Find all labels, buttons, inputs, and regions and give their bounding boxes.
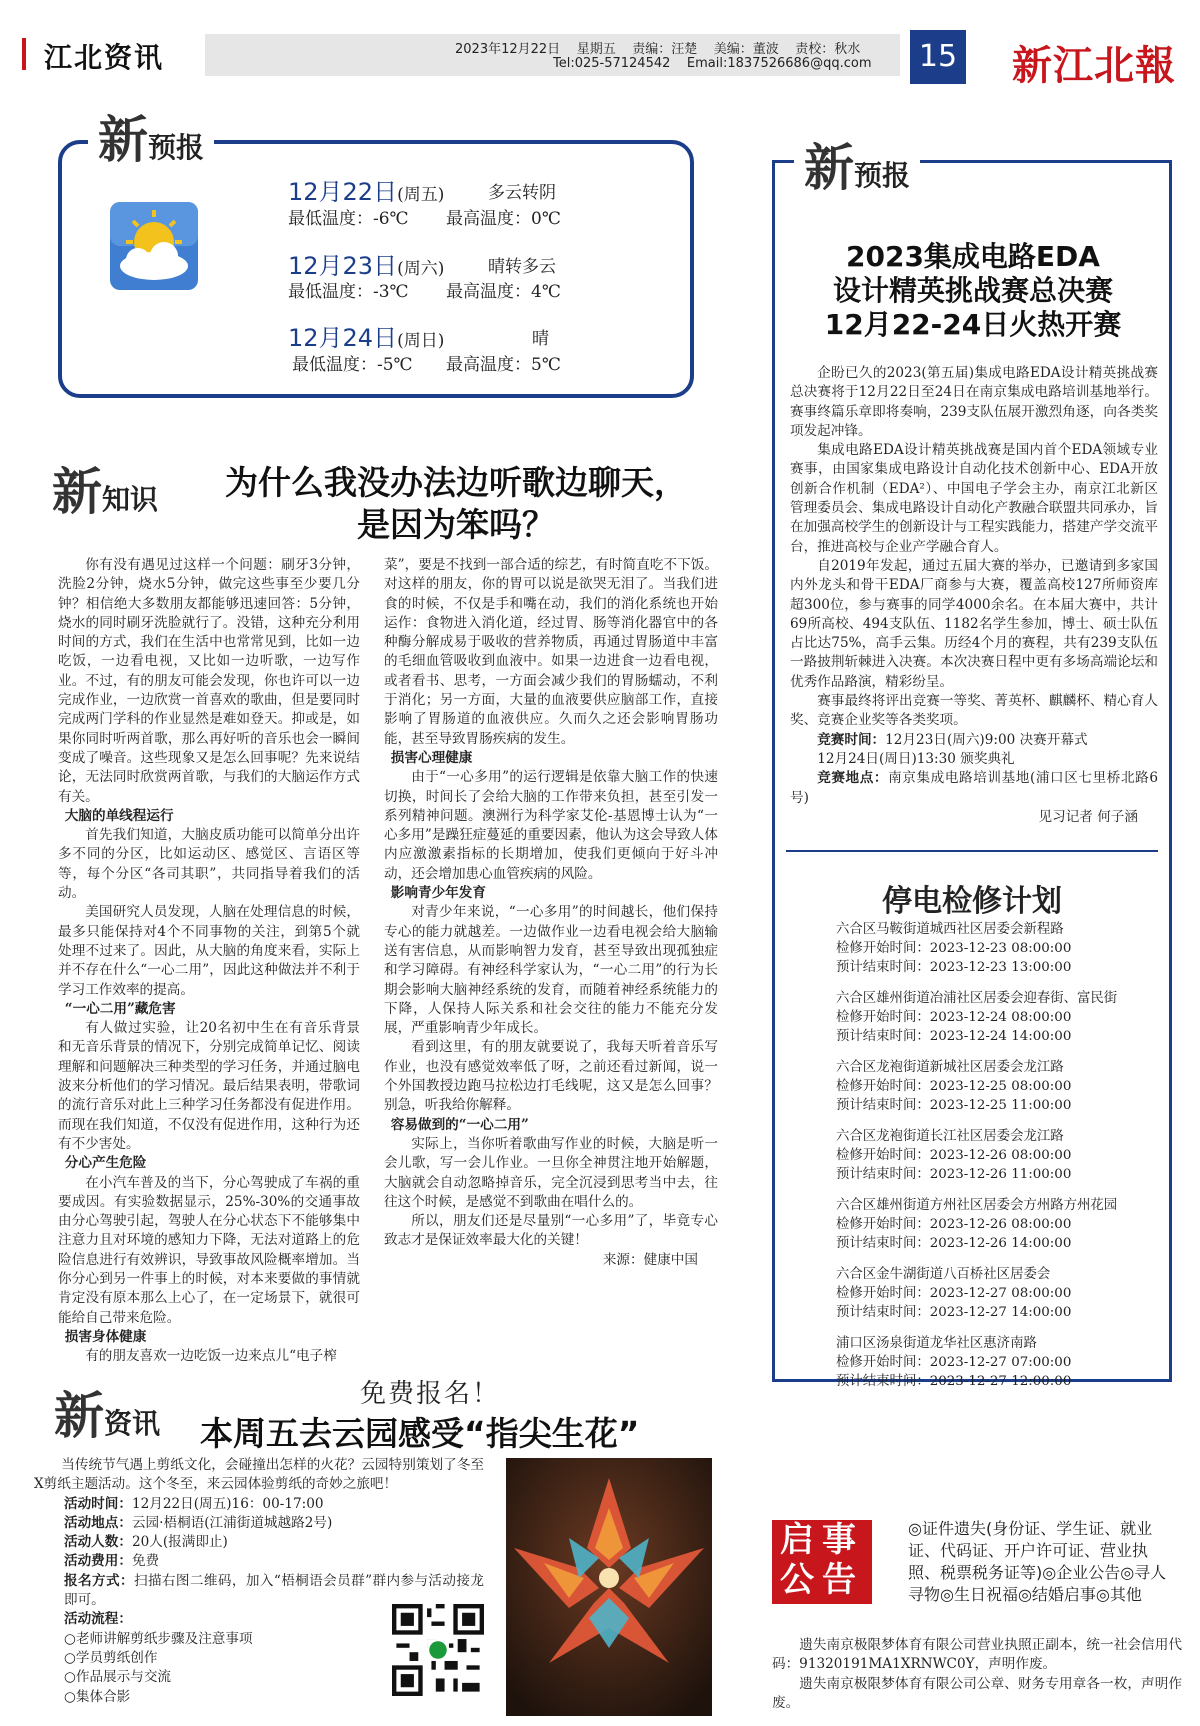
- article-paragraph: 看到这里，有的朋友就要说了，我每天听着音乐写作业，也没有感觉效率低了呀，之前还看过新闻，说一个外国教授边跑马拉松边打毛线呢，这又是怎么回事？别急，听我给你解释。: [384, 1039, 718, 1114]
- event-detail-label: 活动人数：: [64, 1534, 132, 1551]
- event-flow-step: ○学员剪纸创作: [64, 1649, 158, 1666]
- outage-end: 预计结束时间：2023-12-24 14:00:00: [836, 1029, 1072, 1044]
- article-column-1: [58, 556, 360, 1366]
- eda-time-1: 12月23日(周六)9:00 决赛开幕式: [885, 731, 1088, 748]
- weather-low: 最低温度：-3℃: [288, 282, 409, 302]
- event-flow-step: ○老师讲解剪纸步骤及注意事项: [64, 1630, 253, 1647]
- eda-section-tag: [794, 128, 920, 200]
- event-detail-label: 活动费用：: [64, 1553, 132, 1570]
- power-outage-title: 停电检修计划: [882, 884, 1062, 919]
- power-outage-item: [836, 920, 1156, 977]
- article-subheading: 大脑的单线程运行: [64, 807, 174, 824]
- weather-weekday: (周五): [397, 185, 445, 205]
- eda-headline: [800, 240, 1146, 342]
- eda-title-line-2: 设计精英挑战赛总决赛: [832, 274, 1113, 307]
- outage-location: 六合区马鞍街道城西社区居委会新程路: [836, 922, 1064, 937]
- outage-end: 预计结束时间：2023-12-26 14:00:00: [836, 1236, 1072, 1251]
- article-paragraph: 实际上，当你听着歌曲写作业的时候，大脑是听一会儿歌，写一会儿作业。一旦你全神贯注地开始解题，大脑就会自动忽略掉音乐，完全沉浸到思考当中去，往往这个时候，是感觉不到歌曲在唱什么的。: [384, 1135, 718, 1210]
- article-subheading: 影响青少年发育: [390, 885, 486, 902]
- page-number: 15: [910, 30, 966, 84]
- weather-date: 12月22日: [288, 178, 398, 206]
- power-outage-item: [836, 1196, 1156, 1253]
- tag-label: 预报: [854, 159, 911, 192]
- article-paragraph: 首先我们知道，大脑皮质功能可以简单分出许多不同的分区，比如运动区、感觉区、言语区等等，每个分区“各司其职”，共同指导着我们的活动。: [58, 827, 360, 902]
- event-detail-value: 云园·梧桐语(江浦街道城越路2号): [131, 1514, 333, 1531]
- event-detail-row: [64, 1533, 384, 1552]
- outage-end: 预计结束时间：2023-12-23 13:00:00: [836, 960, 1072, 975]
- weather-high: 最高温度：4℃: [446, 282, 561, 302]
- outage-end: 预计结束时间：2023-12-27 14:00:00: [836, 1305, 1072, 1320]
- eda-time-label: 竞赛时间：: [817, 731, 886, 748]
- weather-section-tag: [88, 100, 214, 172]
- tag-glyph: 新: [804, 138, 854, 197]
- weather-low: 最低温度：-5℃: [292, 355, 413, 375]
- eda-time-2: 12月24日(周日)13:30 颁奖典礼: [817, 750, 1015, 767]
- paper-cutting-photo: [506, 1458, 712, 1716]
- weather-high: 最高温度：0℃: [446, 209, 561, 229]
- notice-categories: ◎证件遗失(身份证、学生证、就业证、代码证、开户许可证、营业执照、税票税务证等)◎企业公告◎寻人寻物◎生日祝福◎结婚启事◎其他: [908, 1519, 1167, 1604]
- article-subheading: 损害身体健康: [64, 1328, 147, 1345]
- eda-paragraph: 自2019年发起，通过五届大赛的举办，已邀请到多家国内外龙头和骨干EDA厂商参与大赛，覆盖高校127所师资库超300位，参与赛事的同学4000余名。在本届大赛中，共计69所高校、494支队伍、1182名学生参加，博士、硕士队伍占比达75%，高手云集。历经4个月的赛程，共有239支队伍一路披荆斩棘进入决赛。本次决赛日程中更有多场高端论坛和优秀作品路演，精彩纷呈。: [790, 557, 1158, 690]
- tag-label: 预报: [148, 131, 205, 164]
- eda-paragraph: 集成电路EDA设计精英挑战赛是国内首个EDA领域专业赛事，由国家集成电路设计自动化技术创新中心、EDA开放创新合作机制（EDA²）、中国电子学会主办，南京江北新区管理委员会、集成电路设计自动化产教融合联盟共同承办，旨在加强高校学生的创新设计与工程实践能力，搭建产学交流平台，推进高校与企业产学融合育人。: [790, 442, 1158, 555]
- outage-start: 检修开始时间：2023-12-26 08:00:00: [836, 1148, 1072, 1163]
- eda-reporter: 见习记者 何子涵: [1038, 808, 1138, 825]
- article-source: 来源：健康中国: [602, 1251, 698, 1268]
- event-title: 本周五去云园感受“指尖生花”: [200, 1414, 640, 1453]
- article-subheading: 容易做到的“一心二用”: [390, 1116, 529, 1133]
- article-subheading: 损害心理健康: [390, 749, 473, 766]
- event-detail-value: 扫描右图二维码，加入“梧桐语会员群”群内参与活动接龙即可。: [64, 1572, 484, 1609]
- outage-location: 六合区龙袍街道新城社区居委会龙江路: [836, 1060, 1064, 1075]
- power-outage-item: [836, 989, 1156, 1046]
- section-accent-bar: [22, 38, 26, 70]
- outage-location: 六合区金牛湖街道八百桥社区居委会: [836, 1267, 1051, 1282]
- article-paragraph: 由于“一心多用”的运行逻辑是依靠大脑工作的快速切换，时间长了会给大脑的工作带来负担，甚至引发一系列精神问题。澳洲行为科学家艾伦-基恩博士认为“一心多用”是躁狂症蔓延的重要因素，他认为这会导致人体内应激激素指标的长期增加，使我们更倾向于好斗冲动，还会增加患心血管疾病的风险。: [384, 769, 718, 882]
- eda-place-label: 竞赛地点：: [817, 770, 889, 787]
- eda-paragraph: 企盼已久的2023(第五届)集成电路EDA设计精英挑战赛总决赛将于12月22日至24日在南京集成电路培训基地举行。赛事终篇乐章即将奏响，239支队伍展开激烈角逐，向各类奖项发起冲锋。: [790, 365, 1158, 439]
- outage-location: 六合区雄州街道方州社区居委会方州路方州花园: [836, 1198, 1118, 1213]
- weather-high: 最高温度：5℃: [446, 355, 561, 375]
- header-contact: Tel:025-57124542 Email:1837526686@qq.com: [553, 56, 872, 71]
- partly-cloudy-icon: [108, 200, 200, 292]
- article-paragraph: 美国研究人员发现，人脑在处理信息的时候，最多只能保持对4个不同事物的关注，到第5个就处理不过来了。因此，从大脑的角度来看，实际上并不存在什么“一心二用”，因此这种做法并不利于学习工作效率的提高。: [58, 904, 360, 998]
- weather-day-3: [288, 318, 444, 353]
- eda-body: [790, 364, 1158, 827]
- article-paragraph: 有的朋友喜欢一边吃饭一边来点儿“电子榨: [85, 1348, 337, 1365]
- event-flow-label: 活动流程：: [64, 1611, 132, 1628]
- event-detail-value: 12月22日(周五)16：00-17:00: [131, 1495, 324, 1512]
- article-paragraph: 有人做过实验，让20名初中生在有音乐背景和无音乐背景的情况下，分别完成简单记忆、阅读理解和问题解决三种类型的学习任务，并通过脑电波来分析他们的学习情况。最后结果表明，带歌词的流行音乐对此上三种学习任务都没有促进作用。而现在我们知道，不仅没有促进作用，这种行为还有不少害处。: [58, 1020, 360, 1152]
- event-details: [34, 1495, 484, 1611]
- event-detail-row: [64, 1495, 384, 1514]
- weather-condition: 晴: [532, 329, 549, 349]
- eda-title-line-1: 2023集成电路EDA: [846, 240, 1100, 273]
- weather-weekday: (周六): [397, 259, 445, 279]
- article-headline: [196, 462, 716, 546]
- headline-line-2: 是因为笨吗？: [357, 505, 555, 544]
- article-paragraph: 在小汽车普及的当下，分心驾驶成了车祸的重要成因。有实验数据显示，25%-30%的交通事故由分心驾驶引起，驾驶人在分心状态下不能够集中注意力且对环境的感知力下降，无法对道路上的危险信息进行有效辨识，导致事故风险概率增加。当你分心到另一件事上的时候，对本来要做的事情就肯定没有原本那么上心了，在一定场景下，就很可能给自己带来危险。: [58, 1174, 360, 1326]
- weather-day-2: [288, 246, 444, 281]
- divider: [786, 850, 1158, 852]
- event-detail-label: 活动时间：: [64, 1495, 132, 1512]
- notice-body: [772, 1636, 1182, 1713]
- event-section-tag: [54, 1376, 160, 1448]
- header-editors: 2023年12月22日 星期五 责编：汪楚 美编：董波 责校：秋水: [455, 42, 861, 57]
- weather-low: 最低温度：-6℃: [288, 209, 409, 229]
- weather-condition: 晴转多云: [488, 257, 556, 277]
- tag-label: 知识: [102, 483, 159, 516]
- eda-paragraph: 赛事最终将评出竞赛一等奖、菁英杯、麒麟杯、精心育人奖、竞赛企业奖等各类奖项。: [790, 693, 1158, 729]
- notice-item: 遗失南京极限梦体育有限公司公章、财务专用章各一枚，声明作废。: [772, 1675, 1182, 1711]
- event-intro: 当传统节气遇上剪纸文化，会碰撞出怎样的火花？云园特别策划了冬至X剪纸主题活动。这个冬至，来云园体验剪纸的奇妙之旅吧！: [34, 1457, 484, 1493]
- outage-location: 六合区雄州街道冶浦社区居委会迎春街、富民街: [836, 991, 1118, 1006]
- headline-line-1: 为什么我没办法边听歌边聊天，: [225, 463, 687, 502]
- power-outage-item: [836, 1058, 1156, 1115]
- event-flow: [34, 1630, 374, 1707]
- outage-start: 检修开始时间：2023-12-24 08:00:00: [836, 1010, 1072, 1025]
- event-detail-row: [64, 1514, 384, 1533]
- article-paragraph: 对青少年来说，“一心多用”的时间越长，他们保持专心的能力就越差。一边做作业一边看电视会给大脑输送有害信息，从而影响智力发育，甚至导致出现孤独症和学习障碍。有神经科学家认为，“一心二用”的行为长期会影响大脑神经系统的发育，而随着神经系统能力的下降，人保持人际关系和社会交往的能力不能充分发展，严重影响青少年成长。: [384, 904, 718, 1037]
- qr-code-icon[interactable]: [392, 1604, 484, 1696]
- tag-label: 资讯: [104, 1407, 161, 1440]
- power-outage-list: [836, 920, 1156, 1403]
- power-outage-item: [836, 1127, 1156, 1184]
- outage-location: 六合区龙袍街道长江社区居委会龙江路: [836, 1129, 1064, 1144]
- event-detail-label: 报名方式：: [64, 1572, 134, 1589]
- tag-glyph: 新: [54, 1386, 104, 1445]
- weather-date: 12月23日: [288, 252, 398, 280]
- event-detail-row: [64, 1552, 384, 1571]
- event-detail-value: 20人(报满即止): [131, 1534, 228, 1551]
- outage-start: 检修开始时间：2023-12-27 08:00:00: [836, 1286, 1072, 1301]
- event-subtitle: 免费报名！: [360, 1379, 501, 1409]
- outage-location: 浦口区汤泉街道龙华社区惠济南路: [836, 1336, 1037, 1351]
- notice-item: 遗失南京极限梦体育有限公司营业执照正副本，统一社会信用代码：91320191MA1XRNWC0Y，声明作废。: [772, 1637, 1182, 1673]
- article-paragraph: 你有没有遇见过这样一个问题：刷牙3分钟，洗脸2分钟，烧水5分钟，做完这些事至少要几分钟？相信绝大多数朋友都能够迅速回答：5分钟，烧水的同时刷牙洗脸就行了。没错，这种充分利用时间的方式，我们在生活中也常常见到，比如一边吃饭，一边看电视，又比如一边听歌，一边写作业。不过，有的朋友可能会发现，你也许可以一边完成作业，一边欣赏一首喜欢的歌曲，但是要同时完成两门学科的作业显然是难如登天。抑或是，如果你同时听两首歌，那么再好听的音乐也会一瞬间变成了噪音。这些现象又是怎么回事呢？先来说结论，无法同时欣赏两首歌，与我们的大脑运作方式有关。: [58, 557, 360, 805]
- weather-condition: 多云转阴: [488, 183, 556, 203]
- eda-title-line-3: 12月22-24日火热开赛: [824, 308, 1122, 341]
- knowledge-section-tag: [52, 452, 158, 524]
- outage-end: 预计结束时间：2023-12-26 11:00:00: [836, 1167, 1072, 1182]
- power-outage-item: [836, 1265, 1156, 1322]
- notice-label-line-1: 启事: [780, 1520, 864, 1560]
- outage-end: 预计结束时间：2023-12-27 12:00:00: [836, 1374, 1072, 1389]
- article-subheading: 分心产生危险: [64, 1155, 147, 1172]
- event-flow-step: ○集体合影: [64, 1688, 131, 1705]
- weather-weekday: (周日): [397, 331, 445, 351]
- eda-place: 南京集成电路培训基地(浦口区七里桥北路6号): [790, 770, 1159, 806]
- section-title: 江北资讯: [44, 41, 165, 74]
- article-column-2: [384, 556, 718, 1270]
- outage-start: 检修开始时间：2023-12-23 08:00:00: [836, 941, 1072, 956]
- event-detail-label: 活动地点：: [64, 1514, 132, 1531]
- tag-glyph: 新: [98, 110, 148, 169]
- event-detail-value: 免费: [131, 1553, 160, 1570]
- notice-label: [772, 1520, 872, 1604]
- power-outage-item: [836, 1334, 1156, 1391]
- outage-start: 检修开始时间：2023-12-27 07:00:00: [836, 1355, 1072, 1370]
- article-paragraph: 菜”，要是不找到一部合适的综艺，有时简直吃不下饭。对这样的朋友，你的胃可以说是欲哭无泪了。当我们进食的时候，不仅是手和嘴在动，我们的消化系统也开始运作：食物进入消化道，经过胃、肠等消化器官中的各种酶分解成易于吸收的营养物质，再通过胃肠道中丰富的毛细血管吸收到血液中。如果一边进食一边看电视，或者看书、思考，一方面会减少我们的胃肠蠕动，不利于消化；另一方面，大量的血液要供应脑部工作，直接影响了胃肠道的血液供应。久而久之还会影响胃肠功能，甚至导致胃肠疾病的发生。: [384, 557, 718, 747]
- weather-date: 12月24日: [288, 324, 398, 352]
- weather-day-1: [288, 172, 444, 207]
- outage-start: 检修开始时间：2023-12-26 08:00:00: [836, 1217, 1072, 1232]
- article-paragraph: 所以，朋友们还是尽量别“一心多用”了，毕竟专心致志才是保证效率最大化的关键！: [384, 1213, 718, 1249]
- outage-start: 检修开始时间：2023-12-25 08:00:00: [836, 1079, 1072, 1094]
- newspaper-masthead: 新江北報: [1012, 42, 1176, 89]
- notice-label-line-2: 公告: [780, 1560, 864, 1600]
- outage-end: 预计结束时间：2023-12-25 11:00:00: [836, 1098, 1072, 1113]
- event-flow-step: ○作品展示与交流: [64, 1669, 172, 1686]
- tag-glyph: 新: [52, 462, 102, 521]
- article-subheading: “一心二用”藏危害: [64, 1000, 176, 1017]
